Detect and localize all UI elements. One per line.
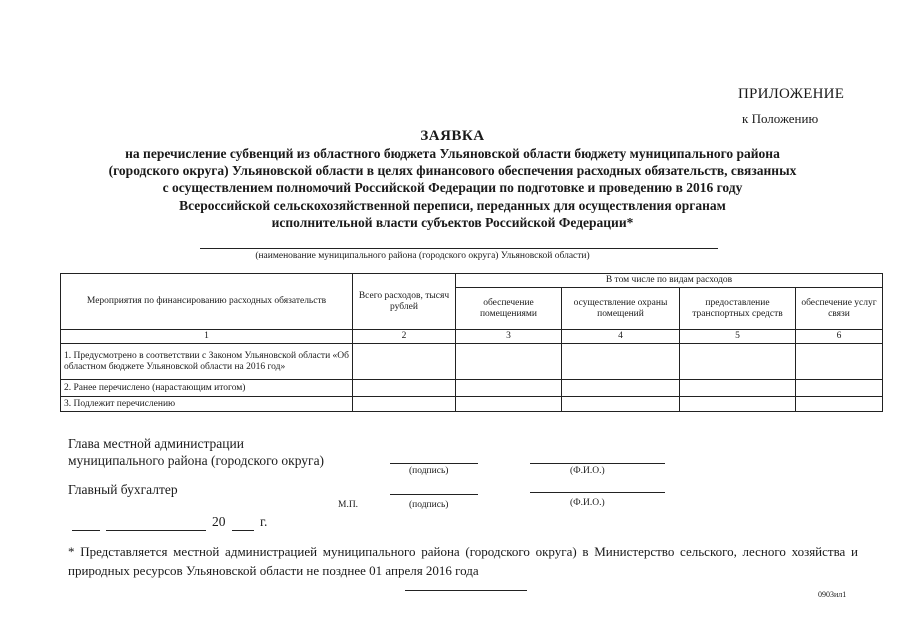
accountant-title: Главный бухгалтер (68, 482, 178, 497)
date-year-prefix: 20 (212, 514, 226, 529)
column-number: 6 (796, 330, 883, 344)
row-label: 2. Ранее перечислено (нарастающим итогом) (61, 380, 353, 397)
appendix-sub-label: к Положению (742, 111, 819, 126)
footnote: * Представляется местной администрацией муниципального района (городского округа) в Министерство сельского, лесного хозяйства и природных ресурсов Ульяновской области не позднее 01 апреля 2016 года (68, 544, 858, 578)
table-cell[interactable] (680, 380, 796, 397)
expense-table (60, 273, 883, 412)
head-signature-line[interactable] (390, 463, 478, 464)
table-cell[interactable] (796, 397, 883, 412)
col4-header: осуществление охраны помещений (562, 288, 680, 330)
table-cell[interactable] (680, 344, 796, 380)
date-day-line[interactable] (72, 530, 100, 531)
table-cell[interactable] (353, 397, 456, 412)
date-year-suffix: г. (260, 514, 268, 529)
table-row (61, 397, 883, 412)
heading-line-5: исполнительной власти субъектов Российской Федерации* (271, 215, 634, 230)
date-month-line[interactable] (106, 530, 206, 531)
col3-header: обеспечение помещениями (456, 288, 562, 330)
table-cell[interactable] (562, 397, 680, 412)
column-number-row (61, 330, 883, 344)
table-cell[interactable] (562, 380, 680, 397)
table-cell[interactable] (562, 344, 680, 380)
col6-header: обеспечение услуг связи (796, 288, 883, 330)
accountant-fio-caption: (Ф.И.О.) (570, 498, 605, 508)
table-cell[interactable] (796, 344, 883, 380)
accountant-signature-line[interactable] (390, 494, 478, 495)
group-header: В том числе по видам расходов (456, 274, 883, 288)
appendix-label: ПРИЛОЖЕНИЕ (738, 86, 845, 102)
accountant-signature-caption: (подпись) (409, 500, 449, 510)
document-code: 0903ил1 (818, 590, 847, 599)
col2-header: Всего расходов, тысяч рублей (353, 274, 456, 330)
heading-line-2: (городского округа) Ульяновской области в целях финансового обеспечения расходных обязательств, связанных (108, 163, 797, 178)
table-cell[interactable] (456, 380, 562, 397)
table-cell[interactable] (456, 344, 562, 380)
table-cell[interactable] (353, 344, 456, 380)
heading-line-1: на перечисление субвенций из областного бюджета Ульяновской области бюджету муниципального района (125, 146, 780, 161)
accountant-fio-line[interactable] (530, 492, 665, 493)
date-year-line[interactable] (232, 530, 254, 531)
footer-divider (405, 590, 527, 591)
table-cell[interactable] (456, 397, 562, 412)
head-fio-caption: (Ф.И.О.) (570, 466, 605, 476)
municipality-note: (наименование муниципального района (городского округа) Ульяновской области) (255, 251, 590, 261)
head-signature-caption: (подпись) (409, 466, 449, 476)
column-number: 5 (680, 330, 796, 344)
col1-header: Мероприятия по финансированию расходных обязательств (61, 274, 353, 330)
row-label: 3. Подлежит перечислению (61, 397, 353, 412)
head-fio-line[interactable] (530, 463, 665, 464)
table-cell[interactable] (680, 397, 796, 412)
row-label: 1. Предусмотрено в соответствии с Законом Ульяновской области «Об областном бюджете Ульяновской области на 2016 год» (61, 344, 353, 380)
head-title-line-2: муниципального района (городского округа) (68, 453, 325, 468)
column-number: 2 (353, 330, 456, 344)
stamp-label: М.П. (338, 500, 359, 510)
table-row (61, 344, 883, 380)
table-cell[interactable] (353, 380, 456, 397)
head-title-line-1: Глава местной администрации (68, 436, 244, 451)
column-number: 1 (61, 330, 353, 344)
table-cell[interactable] (796, 380, 883, 397)
column-number: 4 (562, 330, 680, 344)
column-number: 3 (456, 330, 562, 344)
document-title: ЗАЯВКА (420, 128, 485, 144)
heading-line-4: Всероссийской сельскохозяйственной переписи, переданных для осуществления органам (179, 198, 726, 213)
municipality-name-line[interactable] (200, 248, 718, 249)
heading-line-3: с осуществлением полномочий Российской Федерации по подготовке и проведению в 2016 году (162, 180, 743, 195)
table-row (61, 380, 883, 397)
col5-header: предоставление транспортных средств (680, 288, 796, 330)
